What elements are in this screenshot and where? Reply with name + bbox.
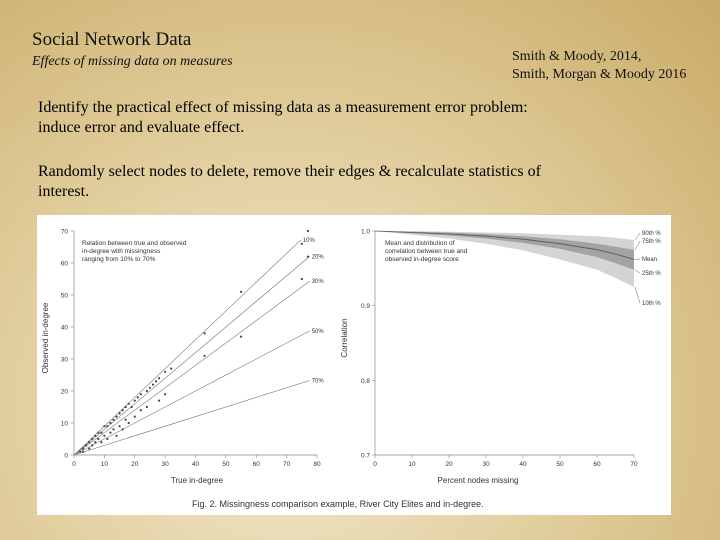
left-data-point: [301, 243, 303, 245]
left-y-tick-label: 70: [60, 228, 68, 236]
left-data-point: [164, 393, 166, 395]
paragraph-line: interest.: [38, 183, 90, 200]
right-legend-leader: [635, 287, 640, 303]
left-y-tick-label: 0: [64, 452, 68, 460]
left-data-point: [103, 435, 105, 437]
left-data-point: [307, 256, 309, 258]
left-data-point: [131, 406, 133, 408]
left-annotation-line: ranging from 10% to 70%: [82, 256, 156, 263]
left-data-point: [122, 409, 124, 411]
left-x-tick-label: 30: [161, 461, 169, 468]
paragraph-line: Identify the practical effect of missing data as a measurement error problem:: [38, 99, 528, 116]
left-data-point: [118, 425, 120, 427]
right-legend-label: 10th %: [642, 301, 661, 307]
left-data-point: [91, 438, 93, 440]
left-data-point: [82, 448, 84, 450]
left-data-point: [155, 380, 157, 382]
left-regression-line: [74, 256, 310, 455]
left-regression-line: [74, 381, 310, 455]
left-data-point: [164, 371, 166, 373]
left-data-point: [240, 336, 242, 338]
left-x-tick-label: 70: [283, 461, 291, 468]
left-y-tick-label: 30: [60, 356, 68, 364]
left-data-point: [204, 355, 206, 357]
left-x-tick-label: 10: [100, 461, 108, 468]
left-data-point: [109, 422, 111, 424]
left-data-point: [128, 422, 130, 424]
left-data-point: [125, 419, 127, 421]
citation-line-2: Smith, Morgan & Moody 2016: [512, 67, 687, 82]
paragraph-line: induce error and evaluate effect.: [38, 119, 245, 136]
figure-svg: [37, 215, 671, 515]
right-x-tick-label: 50: [556, 461, 564, 468]
right-x-tick-label: 30: [482, 461, 490, 468]
left-x-tick-label: 50: [222, 461, 230, 468]
left-data-point: [85, 444, 87, 446]
left-data-point: [137, 396, 139, 398]
left-x-tick-label: 20: [131, 461, 139, 468]
right-legend-label: 25th %: [642, 271, 661, 277]
left-data-point: [118, 412, 120, 414]
left-data-point: [149, 387, 151, 389]
left-data-point: [103, 425, 105, 427]
right-legend-label: 75th %: [642, 239, 661, 245]
left-y-axis-label: Observed in-degree: [41, 302, 50, 374]
left-data-point: [88, 441, 90, 443]
left-series-label: 10%: [302, 237, 315, 244]
left-data-point: [158, 377, 160, 379]
left-series-label: 20%: [311, 254, 324, 261]
left-data-point: [146, 390, 148, 392]
left-y-tick-label: 60: [60, 260, 68, 268]
left-data-point: [106, 438, 108, 440]
right-y-tick-label: 0.8: [360, 377, 370, 385]
left-data-point: [97, 432, 99, 434]
left-data-point: [146, 406, 148, 408]
left-y-tick-label: 10: [60, 420, 68, 428]
right-x-tick-label: 10: [408, 461, 416, 468]
left-data-point: [115, 435, 117, 437]
right-legend-label: Mean: [642, 257, 658, 263]
left-data-point: [140, 409, 142, 411]
left-data-point: [91, 444, 93, 446]
left-x-tick-label: 80: [313, 461, 321, 468]
right-annotation-line: correlation between true and: [385, 248, 468, 255]
right-x-tick-label: 0: [373, 461, 377, 468]
left-data-point: [125, 406, 127, 408]
left-x-tick-label: 0: [72, 461, 76, 468]
right-legend-label: 90th %: [642, 231, 661, 237]
right-annotation-line: observed in-degree score: [385, 256, 459, 263]
left-y-tick-label: 40: [60, 324, 68, 332]
left-data-point: [128, 403, 130, 405]
left-data-point: [94, 441, 96, 443]
left-data-point: [134, 416, 136, 418]
right-x-tick-label: 20: [445, 461, 453, 468]
left-data-point: [152, 384, 154, 386]
left-data-point: [204, 332, 206, 334]
left-y-tick-label: 50: [60, 292, 68, 300]
left-annotation-line: in-degree with missingness: [82, 248, 161, 255]
right-y-tick-label: 0.7: [360, 452, 370, 460]
right-y-tick-label: 1.0: [360, 228, 370, 236]
left-regression-line: [74, 331, 310, 455]
paragraph-measurement-error: [38, 98, 638, 138]
right-x-tick-label: 70: [630, 461, 638, 468]
left-series-label: 50%: [311, 328, 324, 335]
left-data-point: [100, 432, 102, 434]
left-data-point: [170, 368, 172, 370]
left-x-tick-label: 60: [252, 461, 260, 468]
left-annotation-line: Relation between true and observed: [82, 240, 187, 247]
left-data-point: [82, 451, 84, 453]
paragraph-random-deletion: [38, 162, 638, 202]
right-x-tick-label: 60: [593, 461, 601, 468]
slide-subtitle: Effects of missing data on measures: [32, 54, 233, 69]
slide-title: Social Network Data: [32, 29, 192, 50]
right-x-axis-label: Percent nodes missing: [437, 476, 519, 485]
left-series-label: 70%: [311, 378, 324, 385]
left-data-point: [88, 448, 90, 450]
left-data-point: [100, 441, 102, 443]
left-data-point: [112, 428, 114, 430]
left-regression-line: [74, 281, 310, 455]
left-data-point: [94, 435, 96, 437]
left-data-point: [134, 400, 136, 402]
left-data-point: [301, 278, 303, 280]
left-data-point: [109, 432, 111, 434]
left-data-point: [140, 393, 142, 395]
right-y-axis-label: Correlation: [340, 318, 349, 358]
figure-caption: Fig. 2. Missingness comparison example, River City Elites and in-degree.: [192, 499, 484, 509]
left-regression-line: [74, 240, 301, 455]
right-x-tick-label: 40: [519, 461, 527, 468]
right-annotation-line: Mean and distribution of: [385, 240, 455, 247]
left-series-label: 30%: [311, 279, 324, 286]
paragraph-line: Randomly select nodes to delete, remove their edges & recalculate statistics of: [38, 163, 541, 180]
left-data-point: [112, 419, 114, 421]
left-data-point: [240, 291, 242, 293]
left-x-tick-label: 40: [191, 461, 200, 468]
left-y-tick-label: 20: [60, 388, 68, 396]
figure-panel: [37, 215, 671, 515]
citation-line-1: Smith & Moody, 2014,: [512, 49, 642, 64]
right-y-tick-label: 0.9: [360, 303, 370, 311]
left-x-axis-label: True in-degree: [170, 476, 224, 485]
left-data-point: [122, 428, 124, 430]
left-data-point: [158, 400, 160, 402]
left-data-point: [106, 425, 108, 427]
left-data-point: [115, 416, 117, 418]
right-legend-leader: [635, 233, 640, 240]
left-data-point: [307, 230, 309, 232]
left-data-point: [97, 438, 99, 440]
left-data-point: [79, 451, 81, 453]
right-legend-leader: [635, 241, 640, 250]
right-legend-leader: [635, 270, 640, 273]
